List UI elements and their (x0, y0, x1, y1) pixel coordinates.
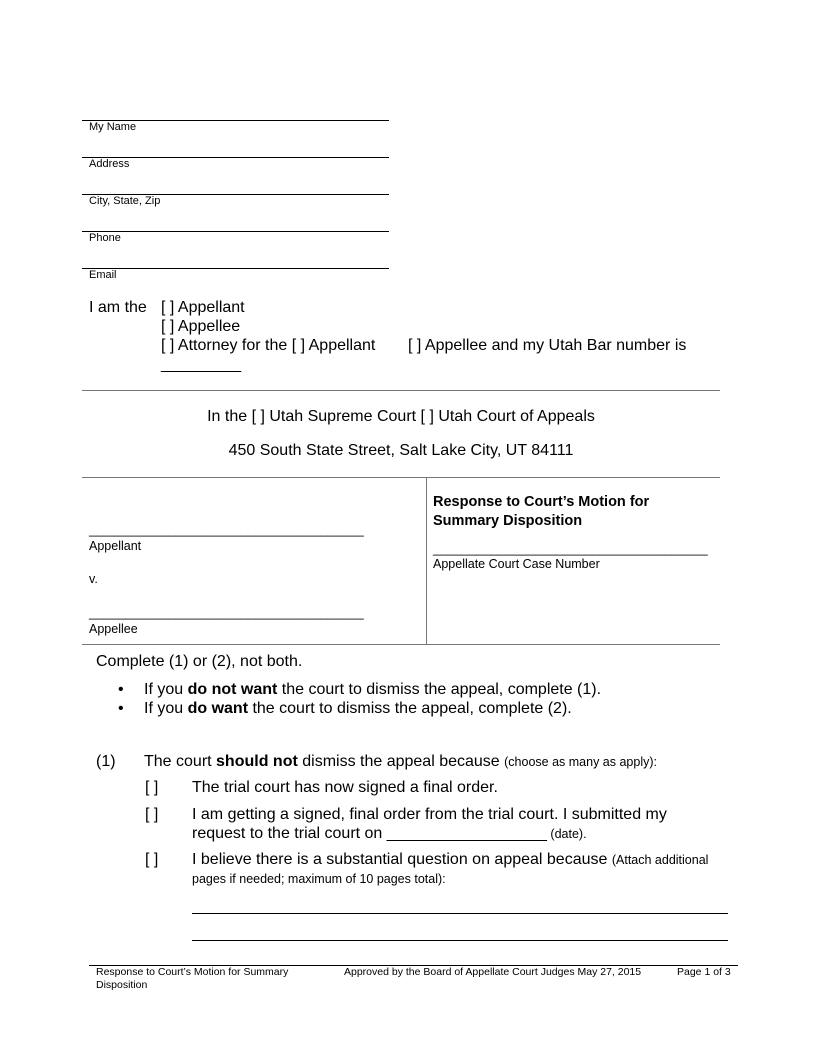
bullet-text: If you (144, 681, 188, 698)
appellee-name-field[interactable]: ______________________________________ (89, 605, 364, 620)
date-note: (date). (546, 827, 587, 841)
item-3-note: (Attach additional (611, 853, 709, 867)
versus-label: v. (89, 572, 98, 586)
item-2-date-line[interactable] (192, 825, 587, 843)
heading-emphasis: should not (216, 753, 298, 770)
item-3-text (192, 851, 708, 869)
item-3-note-line2: pages if needed; maximum of 10 pages total): (192, 872, 446, 886)
instructions-text: Complete (1) or (2), not both. (96, 653, 303, 670)
field-line[interactable] (82, 231, 389, 232)
field-label: My Name (89, 121, 137, 133)
heading-note: (choose as many as apply): (504, 755, 657, 769)
appellee-checkbox[interactable]: [ ] Appellee (161, 318, 241, 335)
appellee-label: Appellee (89, 622, 138, 636)
section-1-heading (144, 753, 657, 771)
section-number: (1) (96, 753, 116, 770)
bullet-icon: • (118, 700, 124, 717)
instruction-bullet-1 (144, 681, 601, 699)
field-label: Phone (89, 232, 121, 244)
field-label: Address (89, 158, 130, 170)
answer-line[interactable] (192, 940, 728, 941)
field-label: Email (89, 269, 117, 281)
court-address: 450 South State Street, Salt Lake City, UT 84111 (228, 442, 574, 459)
item-3-main: I believe there is a substantial question on appeal because (192, 851, 612, 868)
item-1-text: The trial court has now signed a final order. (192, 779, 498, 796)
bullet-text: the court to dismiss the appeal, complete (2). (248, 700, 572, 717)
checkbox-item-1[interactable]: [ ] (145, 779, 159, 796)
attorney-appellee-checkbox[interactable]: [ ] Appellee and my Utah Bar number is (408, 337, 687, 354)
instruction-bullet-2 (144, 700, 572, 718)
bullet-icon: • (118, 681, 124, 698)
bullet-emphasis: do not want (187, 681, 278, 698)
case-number-label: Appellate Court Case Number (433, 557, 600, 571)
bullet-text: If you (144, 700, 188, 717)
heading-text: The court (144, 753, 217, 770)
case-number-field[interactable]: ______________________________________ (433, 541, 708, 556)
date-field[interactable]: request to the trial court on __________________ (192, 825, 547, 842)
divider (82, 390, 720, 391)
appellant-checkbox[interactable]: [ ] Appellant (161, 299, 245, 316)
attorney-checkbox[interactable]: [ ] Attorney for the [ ] Appellant (161, 337, 376, 354)
answer-line[interactable] (192, 913, 728, 914)
checkbox-item-2[interactable]: [ ] (145, 806, 159, 823)
footer-title: Response to Court’s Motion for Summary (96, 966, 289, 978)
bullet-text: the court to dismiss the appeal, complete (1). (277, 681, 602, 698)
appellant-label: Appellant (89, 539, 142, 553)
court-selection[interactable]: In the [ ] Utah Supreme Court [ ] Utah Court of Appeals (207, 408, 595, 425)
divider (82, 644, 720, 645)
heading-text: dismiss the appeal because (297, 753, 505, 770)
bullet-emphasis: do want (187, 700, 249, 717)
field-label: City, State, Zip (89, 195, 161, 207)
footer-title-line2: Disposition (96, 979, 148, 991)
item-2-text: I am getting a signed, final order from the trial court. I submitted my (192, 806, 667, 823)
page-number: Page 1 of 3 (677, 966, 731, 978)
footer-approval: Approved by the Board of Appellate Court Judges May 27, 2015 (344, 966, 642, 978)
caption-divider (426, 477, 427, 644)
field-line[interactable] (82, 268, 389, 269)
divider (82, 477, 720, 478)
bar-number-field[interactable]: _________ (161, 356, 242, 373)
document-title: Response to Court’s Motion for Summary Disposition (433, 494, 650, 529)
checkbox-item-3[interactable]: [ ] (145, 851, 159, 868)
role-intro: I am the (89, 299, 147, 316)
appellant-name-field[interactable]: ______________________________________ (89, 522, 364, 537)
